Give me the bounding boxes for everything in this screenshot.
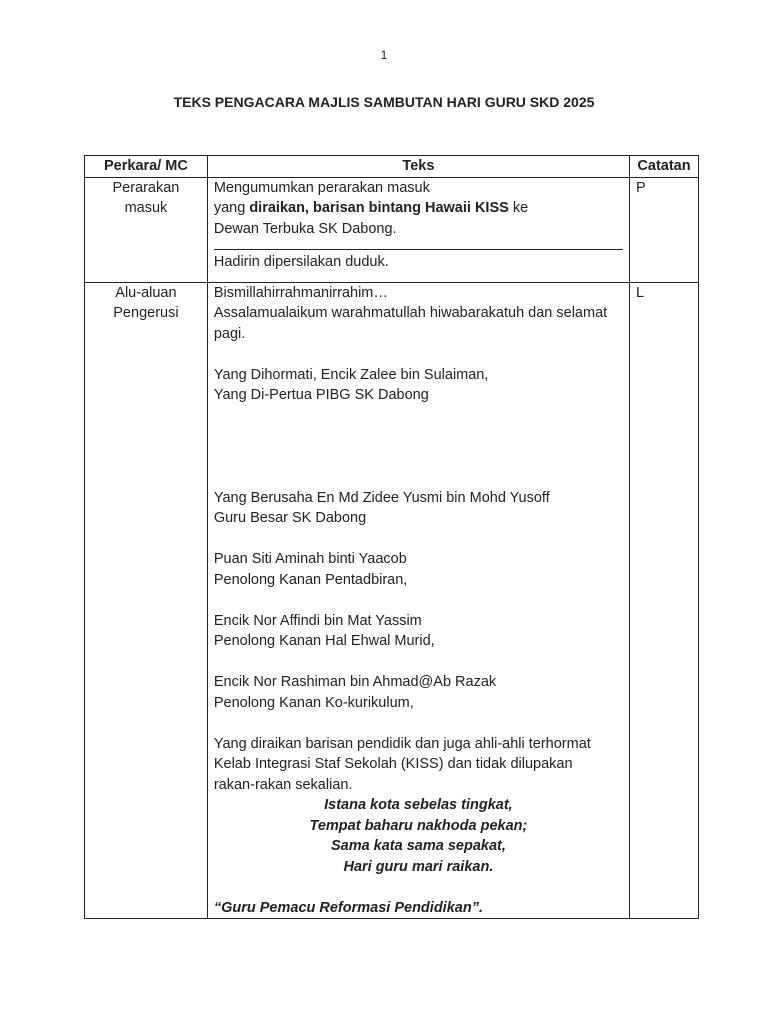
- item-label: Pengerusi: [113, 305, 179, 321]
- note-label: P: [636, 179, 646, 196]
- table-row: [85, 177, 699, 282]
- pantun-line: Istana kota sebelas tingkat,: [324, 797, 513, 813]
- text-cell: [207, 282, 629, 919]
- pantun-line: Sama kata sama sepakat,: [330, 838, 506, 854]
- pantun-line: Tempat baharu nakhoda pekan;: [309, 817, 528, 834]
- table-header-row: [85, 156, 699, 178]
- header-notes: Catatan: [630, 156, 699, 178]
- dignitary-name: Yang Berusaha En Md Zidee Yusmi bin Mohd Yusoff: [213, 489, 550, 506]
- mc-script-table: [84, 155, 699, 919]
- spacer: [214, 713, 623, 734]
- spacer: [214, 877, 623, 898]
- dignitary-name: Puan Siti Aminah binti Yaacob: [213, 551, 407, 567]
- script-line: pagi.: [213, 325, 246, 342]
- spacer: [214, 590, 623, 611]
- dignitary-name: Encik Nor Affindi bin Mat Yassim: [213, 612, 422, 629]
- script-text: yang: [213, 200, 250, 216]
- script-line: Dewan Terbuka SK Dabong.: [213, 220, 397, 237]
- item-label: Perarakan: [112, 179, 180, 196]
- theme-motto: “Guru Pemacu Reformasi Pendidikan”.: [213, 899, 483, 916]
- script-bold-text: diraikan, barisan bintang Hawaii KISS: [249, 200, 509, 216]
- text-cell: [207, 177, 629, 282]
- blank-line-divider: [214, 249, 623, 250]
- script-line: Bismillahirrahmanirrahim…: [213, 284, 388, 301]
- note-cell: [630, 282, 699, 919]
- script-line: rakan-rakan sekalian.: [213, 776, 353, 793]
- spacer: [214, 406, 623, 488]
- pantun-line: Hari guru mari raikan.: [343, 858, 494, 875]
- dignitary-title: Yang Di-Pertua PIBG SK Dabong: [213, 387, 429, 403]
- script-line: Mengumumkan perarakan masuk: [213, 179, 430, 196]
- page-number: 1: [380, 48, 388, 62]
- dignitary-name: Encik Nor Rashiman bin Ahmad@Ab Razak: [213, 674, 497, 690]
- item-cell: [85, 177, 208, 282]
- script-line: Yang diraikan barisan pendidik dan juga ahli-ahli terhormat: [213, 735, 591, 752]
- dignitary-title: Guru Besar SK Dabong: [213, 510, 367, 526]
- spacer: [214, 652, 623, 673]
- header-text: Teks: [207, 156, 629, 178]
- script-line: Assalamualaikum warahmatullah hiwabarakatuh dan selamat: [213, 305, 608, 321]
- script-text: ke: [508, 200, 529, 216]
- spacer: [214, 344, 623, 365]
- document-title: TEKS PENGACARA MAJLIS SAMBUTAN HARI GURU SKD 2025: [173, 94, 595, 110]
- item-cell: [85, 282, 208, 919]
- note-cell: [630, 177, 699, 282]
- note-label: L: [636, 284, 645, 301]
- script-line: Hadirin dipersilakan duduk.: [213, 254, 389, 270]
- item-label: masuk: [124, 200, 168, 216]
- dignitary-name: Yang Dihormati, Encik Zalee bin Sulaiman,: [213, 366, 489, 383]
- item-label: Alu-aluan: [115, 284, 177, 301]
- dignitary-title: Penolong Kanan Pentadbiran,: [213, 571, 408, 588]
- script-line: Kelab Integrasi Staf Sekolah (KISS) dan tidak dilupakan: [213, 756, 573, 772]
- header-item: Perkara/ MC: [85, 156, 208, 178]
- script-line: [214, 198, 623, 219]
- dignitary-title: Penolong Kanan Hal Ehwal Murid,: [213, 633, 435, 649]
- spacer: [214, 529, 623, 550]
- table-row: [85, 282, 699, 919]
- dignitary-title: Penolong Kanan Ko-kurikulum,: [213, 694, 414, 711]
